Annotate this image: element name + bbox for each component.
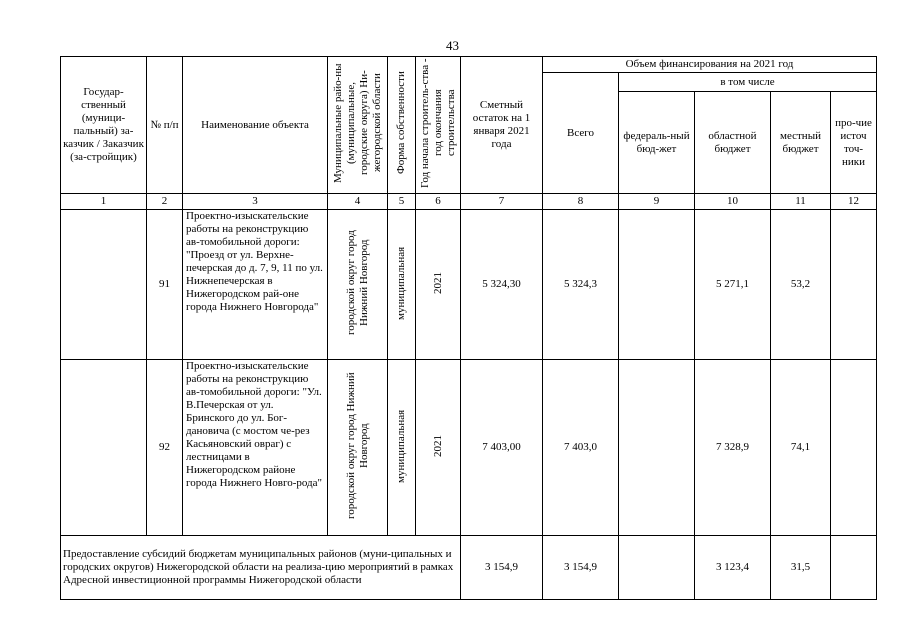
column-number: 7 [461, 194, 543, 210]
header-municipality-text: Муниципальные райо-ны (муниципальные, городские округа) Ни-жегородской области [331, 63, 383, 183]
years-text: 2021 [431, 271, 444, 294]
total-value: 7 403,0 [543, 360, 619, 536]
ownership-text: муниципальная [395, 245, 407, 320]
header-including: в том числе [619, 73, 877, 92]
header-ownership-text: Форма собственности [395, 71, 407, 175]
summary-total: 3 154,9 [543, 536, 619, 600]
summary-other [831, 536, 877, 600]
municipality-cell [328, 210, 388, 360]
header-regional: областной бюджет [695, 92, 771, 194]
municipality-text: городской округ город Нижний Новгород [344, 230, 370, 335]
column-number: 8 [543, 194, 619, 210]
column-number: 11 [771, 194, 831, 210]
header-total: Всего [543, 73, 619, 194]
header-customer: Государ-ственный (муници-пальный) за-казчик / Заказчик (за-стройщик) [61, 57, 147, 194]
other-value [831, 360, 877, 536]
column-number: 5 [388, 194, 416, 210]
summary-row [61, 536, 877, 600]
table-row [61, 210, 877, 360]
table-row [61, 360, 877, 536]
summary-label: Предоставление субсидий бюджетам муниципальных районов (муни-ципальных и городских округов) Нижегородской области на реализа-цию мероприятий в рамках Адресной инвестиционной программы Нижегородской области [61, 536, 461, 600]
years-text: 2021 [431, 434, 444, 457]
header-years-text: Год начала строитель-ства - год окончания строительства [418, 58, 457, 188]
balance-value: 5 324,30 [461, 210, 543, 360]
header-years [416, 57, 461, 194]
customer-cell [61, 210, 147, 360]
ownership-cell [388, 210, 416, 360]
customer-cell [61, 360, 147, 536]
row-number: 92 [147, 360, 183, 536]
municipality-cell [328, 360, 388, 536]
local-value: 74,1 [771, 360, 831, 536]
page-number: 43 [446, 38, 459, 53]
balance-value: 7 403,00 [461, 360, 543, 536]
summary-federal [619, 536, 695, 600]
column-number: 1 [61, 194, 147, 210]
header-balance: Сметный остаток на 1 января 2021 года [461, 57, 543, 194]
header-num: № п/п [147, 57, 183, 194]
federal-value [619, 210, 695, 360]
ownership-cell [388, 360, 416, 536]
object-name: Проектно-изыскательские работы на реконструкцию ав-томобильной дороги: "Ул. В.Печерская от ул. Бринского до ул. Бог-дановича (с мостом че-рез Касьяновский овраг) с лестницами в Нижегородском районе города Нижнего Новго-рода" [183, 360, 328, 536]
column-number: 4 [328, 194, 388, 210]
other-value [831, 210, 877, 360]
column-number: 12 [831, 194, 877, 210]
header-municipality [328, 57, 388, 194]
object-name: Проектно-изыскательские работы на реконструкцию ав-томобильной дороги: "Проезд от ул. Верхне-печерская до д. 7, 9, 11 по ул. Нижнепечерская в Нижегородском рай-оне города Нижнего Новгорода" [183, 210, 328, 360]
local-value: 53,2 [771, 210, 831, 360]
header-federal: федераль-ный бюд-жет [619, 92, 695, 194]
column-number: 2 [147, 194, 183, 210]
header-local: местный бюджет [771, 92, 831, 194]
column-number: 10 [695, 194, 771, 210]
municipality-text: городской округ город Нижний Новгород [344, 372, 370, 519]
ownership-text: муниципальная [395, 408, 407, 483]
summary-regional: 3 123,4 [695, 536, 771, 600]
row-number: 91 [147, 210, 183, 360]
column-number-row [61, 194, 877, 210]
header-ownership [388, 57, 416, 194]
federal-value [619, 360, 695, 536]
summary-local: 31,5 [771, 536, 831, 600]
header-funding-group: Объем финансирования на 2021 год [543, 57, 877, 73]
column-number: 3 [183, 194, 328, 210]
column-number: 6 [416, 194, 461, 210]
total-value: 5 324,3 [543, 210, 619, 360]
summary-balance: 3 154,9 [461, 536, 543, 600]
column-number: 9 [619, 194, 695, 210]
years-cell [416, 210, 461, 360]
regional-value: 5 271,1 [695, 210, 771, 360]
header-other: про-чие источ точ-ники [831, 92, 877, 194]
years-cell [416, 360, 461, 536]
header-object-name: Наименование объекта [183, 57, 328, 194]
regional-value: 7 328,9 [695, 360, 771, 536]
investment-program-table [60, 56, 877, 600]
